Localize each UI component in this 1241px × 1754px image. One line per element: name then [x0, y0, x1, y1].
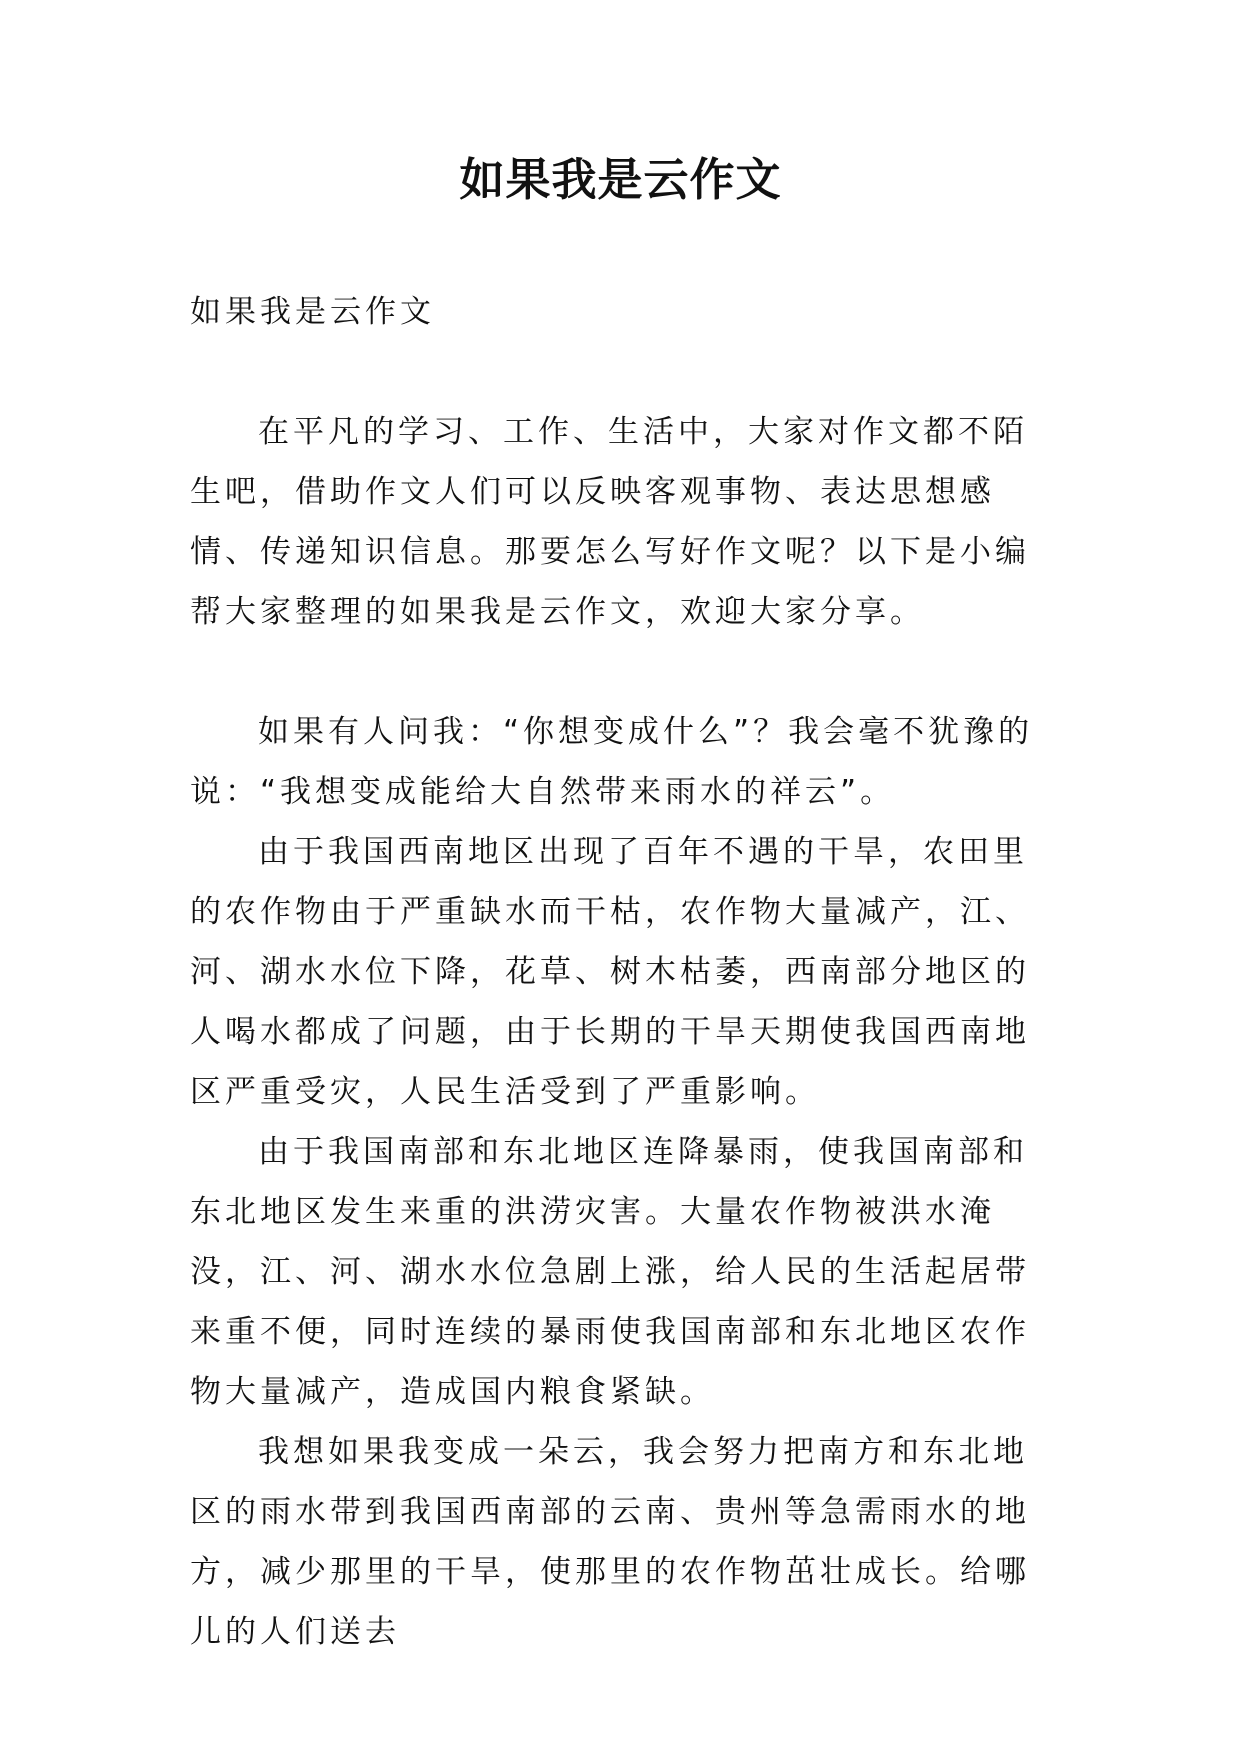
document-subtitle: 如果我是云作文	[190, 294, 435, 330]
body-paragraph: 我想如果我变成一朵云，我会努力把南方和东北地区的雨水带到我国西南部的云南、贵州等急需雨水的地方，减少那里的干旱，使那里的农作物茁壮成长。给哪儿的人们送去	[190, 1434, 1030, 1650]
body-paragraph: 由于我国南部和东北地区连降暴雨，使我国南部和东北地区发生来重的洪涝灾害。大量农作物被洪水淹没，江、河、湖水水位急剧上涨，给人民的生活起居带来重不便，同时连续的暴雨使我国南部和东北地区农作物大量减产，造成国内粮食紧缺。	[190, 1134, 1030, 1410]
body-paragraph: 如果有人问我：“你想变成什么”？我会毫不犹豫的说：“我想变成能给大自然带来雨水的祥云”。	[190, 714, 1034, 810]
body-paragraph: 由于我国西南地区出现了百年不遇的干旱，农田里的农作物由于严重缺水而干枯，农作物大量减产，江、河、湖水水位下降，花草、树木枯萎，西南部分地区的人喝水都成了问题，由于长期的干旱天期使我国西南地区严重受灾，人民生活受到了严重影响。	[190, 834, 1030, 1110]
document-title: 如果我是云作文	[459, 153, 782, 206]
intro-paragraph: 在平凡的学习、工作、生活中，大家对作文都不陌生吧，借助作文人们可以反映客观事物、表达思想感情、传递知识信息。那要怎么写好作文呢？以下是小编帮大家整理的如果我是云作文，欢迎大家分享。	[190, 414, 1030, 630]
document-body	[190, 282, 1050, 1662]
